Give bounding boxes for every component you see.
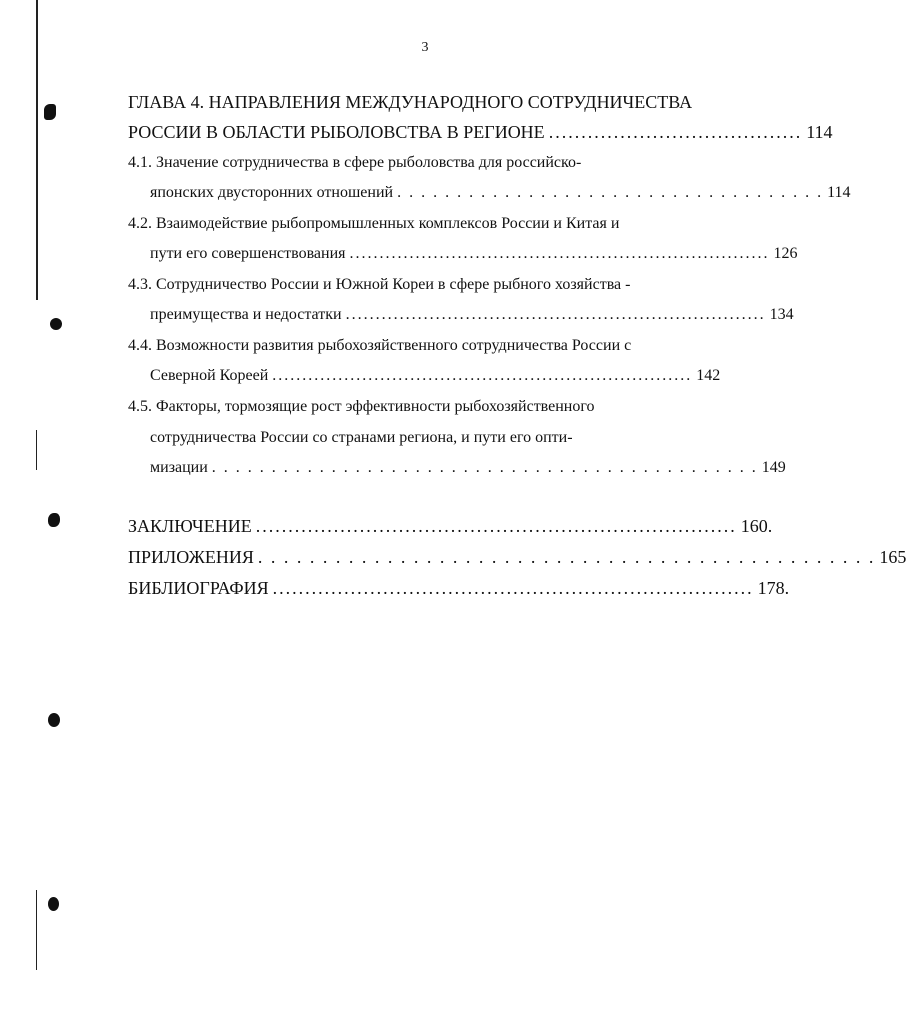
chapter-title-text: РОССИИ В ОБЛАСТИ РЫБОЛОВСТВА В РЕГИОНЕ (128, 122, 545, 142)
section-page: 142 (696, 367, 721, 384)
section-text: мизации (150, 459, 208, 476)
section-4-5-line1: 4.5. Факторы, тормозящие рост эффективности рыбохозяйственного (128, 398, 595, 415)
section-4-2-line2 (150, 244, 798, 264)
chapter-page: 114 (806, 122, 833, 142)
section-4-1-line1: 4.1. Значение сотрудничества в сфере рыболовства для российско- (128, 154, 582, 171)
entry-page: 178. (757, 578, 790, 598)
section-page: 149 (761, 459, 786, 476)
punch-hole-mark (48, 513, 60, 527)
punch-hole-mark (50, 318, 62, 330)
entry-label: ЗАКЛЮЧЕНИЕ (128, 516, 252, 536)
leader-dots: . . . . . . . . . . . . . . . . . . . . . . . . . . . . . . . . . . . . . . . . . . . . . . . . (257, 547, 876, 567)
margin-rule-bottom (36, 890, 37, 970)
bibliography-entry (128, 578, 790, 598)
section-4-3-line2 (150, 305, 794, 325)
leader-dots: .......................................................................... (255, 516, 737, 536)
chapter-title-line2 (128, 122, 833, 142)
entry-page: 160. (740, 516, 773, 536)
section-text: Северной Кореей (150, 367, 269, 384)
punch-hole-mark (44, 104, 56, 120)
leader-dots: ...................................................................... (345, 306, 766, 323)
punch-hole-mark (48, 897, 59, 911)
section-page: 126 (773, 245, 798, 262)
section-4-5-line2: сотрудничества России со странами региона, и пути его опти- (150, 429, 573, 446)
chapter-title-line1: ГЛАВА 4. НАПРАВЛЕНИЯ МЕЖДУНАРОДНОГО СОТРУДНИЧЕСТВА (128, 92, 693, 112)
section-4-3-line1: 4.3. Сотрудничество России и Южной Кореи в сфере рыбного хозяйства - (128, 276, 631, 293)
leader-dots: ...................................................................... (349, 245, 770, 262)
section-4-1-line2 (150, 183, 851, 203)
section-text: пути его совершенствования (150, 245, 346, 262)
section-text: преимущества и недостатки (150, 306, 342, 323)
entry-label: БИБЛИОГРАФИЯ (128, 578, 269, 598)
entry-page: 165 (879, 547, 906, 567)
leader-dots: . . . . . . . . . . . . . . . . . . . . . . . . . . . . . . . . . . . . (397, 184, 824, 201)
section-4-5-line3 (150, 458, 786, 478)
section-4-2-line1: 4.2. Взаимодействие рыбопромышленных комплексов России и Китая и (128, 215, 620, 232)
entry-label: ПРИЛОЖЕНИЯ (128, 547, 254, 567)
appendices-entry (128, 547, 906, 567)
leader-dots: ....................................... (548, 122, 803, 142)
section-page: 134 (769, 306, 794, 323)
punch-hole-mark (48, 713, 60, 727)
section-4-4-line1: 4.4. Возможности развития рыбохозяйственного сотрудничества России с (128, 337, 632, 354)
leader-dots: . . . . . . . . . . . . . . . . . . . . . . . . . . . . . . . . . . . . . . . . . . . . . . (211, 459, 758, 476)
leader-dots: ...................................................................... (272, 367, 693, 384)
section-page: 114 (827, 184, 851, 201)
margin-rule-mid (36, 430, 37, 470)
section-4-4-line2 (150, 366, 721, 386)
page-number: 3 (421, 40, 429, 55)
leader-dots: .......................................................................... (272, 578, 754, 598)
section-text: японских двусторонних отношений (150, 184, 394, 201)
conclusion-entry (128, 516, 773, 536)
